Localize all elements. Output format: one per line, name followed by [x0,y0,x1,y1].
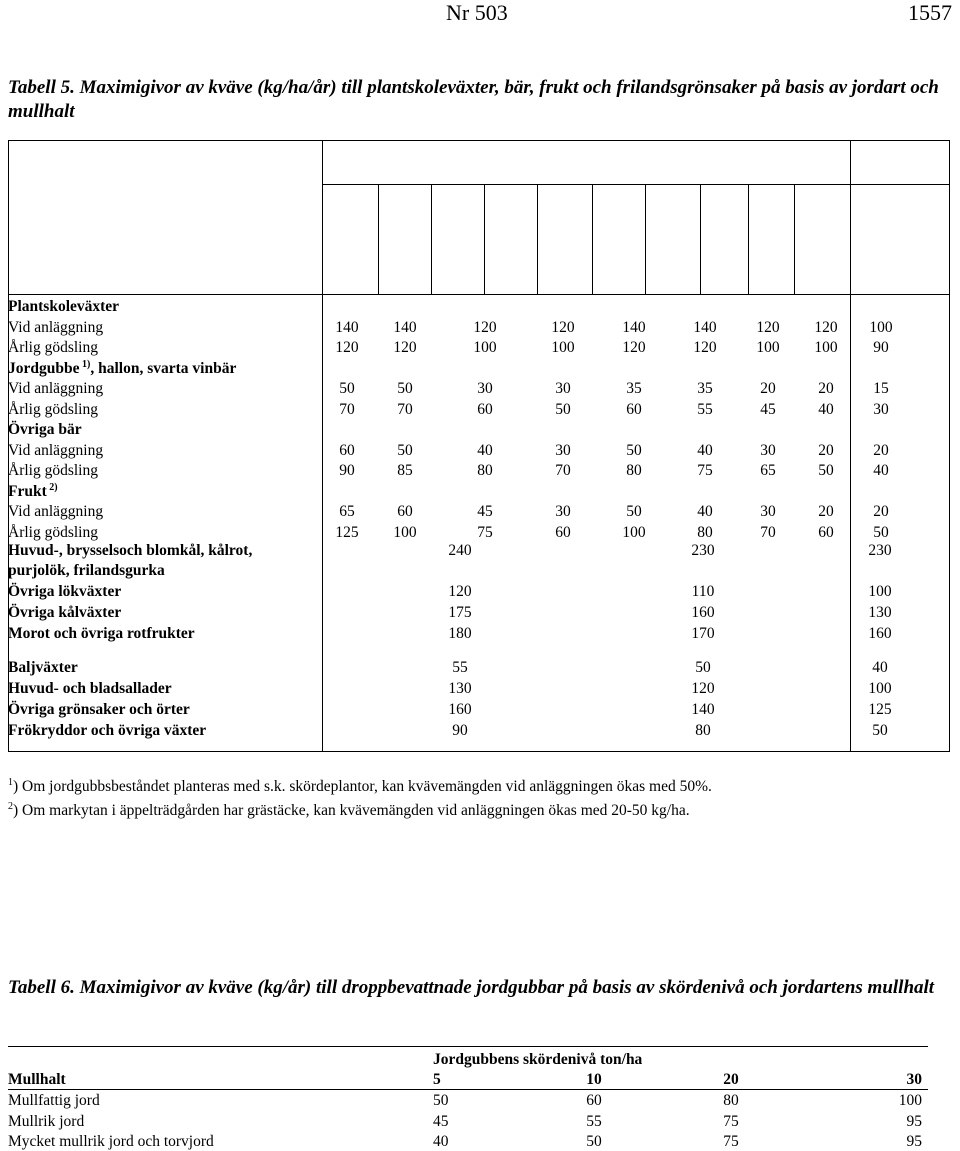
header-divider [322,184,950,185]
cell-value: 120 [393,339,417,356]
cell-value: 120 [335,339,359,356]
cell-value: 100 [551,339,575,356]
cell-value: 90 [873,339,889,356]
column-separator [592,184,593,295]
footnote-text: ) Om markytan i äppelträdgården har grästäcke, kan kvävemängden vid anläggningen ökas med 20-50 kg/ha. [13,802,690,819]
table6-row-label: Mullfattig jord [8,1092,100,1109]
veg-label-text: Huvud-, brysselsoch blomkål, kålrot, [8,542,253,559]
cell-value: 30 [555,380,571,397]
cell-value: 50 [397,441,413,459]
cell-value: 100 [868,680,892,697]
veg-row-label [8,680,172,698]
column-separator [748,184,749,295]
row-label: Årlig gödsling [8,523,98,541]
cell-value: 80 [626,462,642,479]
cell-value: 40 [818,400,834,418]
cell-value: 50 [872,722,888,739]
table6-top-line [8,1046,928,1047]
level-header: 5 [433,1071,441,1088]
cell-value: 20 [818,503,834,520]
cell-value: 40 [872,659,888,676]
cell-value: 75 [697,462,713,479]
cell-value: 125 [335,523,359,541]
cell-value: 55 [452,659,468,676]
cell-value: 55 [697,400,713,418]
section-title [8,298,119,316]
cell-value: 35 [626,380,642,397]
cell-value: 100 [473,339,497,356]
veg-label-text: Frökryddor och övriga växter [8,722,207,739]
cell-value: 60 [626,400,642,418]
table-border-top [8,140,950,141]
cell-value: 170 [691,625,715,642]
section-name: Plantskoleväxter [8,298,120,315]
cell-value: 100 [622,523,646,541]
cell-value: 60 [397,503,413,520]
footnote-text: ) Om jordgubbsbeståndet planteras med s.k. skördeplantor, kan kvävemängden vid anläggningen ökas med 50%. [13,778,712,795]
row-label: Vid anläggning [8,380,104,397]
cell-value: 60 [555,523,571,541]
section-title [8,483,58,501]
cell-value: 160 [448,701,472,718]
cell-value: 50 [818,462,834,479]
table6-row-label: Mycket mullrik jord och torvjord [8,1133,214,1150]
cell-value: 75 [477,523,493,541]
footnote-ref: 2) [46,481,58,493]
cell-value: 100 [898,1092,922,1109]
column-separator [850,140,851,752]
cell-value: 80 [695,722,711,739]
row-label: Vid anläggning [8,441,104,459]
table-border-right [949,140,950,752]
cell-value: 100 [814,339,838,356]
cell-value: 20 [760,380,776,397]
cell-value: 60 [477,400,493,418]
veg-row-label [8,604,121,622]
cell-value: 50 [873,523,889,541]
cell-value: 75 [723,1133,739,1150]
cell-value: 40 [697,441,713,459]
veg-label-text: Morot och övriga rotfrukter [8,625,195,642]
cell-value: 70 [397,400,413,418]
column-separator [431,184,432,295]
cell-value: 140 [622,318,646,336]
cell-value: 80 [723,1092,739,1109]
cell-value: 70 [555,462,571,479]
cell-value: 40 [873,462,889,479]
row-label: Vid anläggning [8,503,104,520]
cell-value: 30 [555,441,571,459]
veg-row-label [8,722,206,740]
cell-value: 45 [477,503,493,520]
cell-value: 50 [433,1092,449,1109]
cell-value: 30 [555,503,571,520]
section-title [8,360,236,378]
section-name: Frukt [8,482,47,500]
cell-value: 20 [818,380,834,397]
cell-value: 240 [448,542,472,559]
column-separator [794,184,795,295]
veg-label-text: Baljväxter [8,659,78,676]
cell-value: 230 [868,542,892,559]
cell-value: 230 [691,542,715,559]
veg-label-text: Huvud- och bladsallader [8,680,172,697]
table-border-bottom [8,751,950,752]
cell-value: 50 [626,503,642,520]
row-label: Årlig gödsling [8,400,98,418]
cell-value: 110 [691,583,715,600]
cell-value: 90 [452,722,468,739]
cell-value: 40 [433,1133,449,1150]
cell-value: 20 [818,441,834,459]
column-separator [484,184,485,295]
level-header: 30 [906,1071,922,1088]
cell-value: 30 [873,400,889,418]
column-separator [378,184,379,295]
table6-row-label: Mullrik jord [8,1112,85,1130]
table6-title: Tabell 6. Maximigivor av kväve (kg/år) till droppbevattnade jordgubbar på basis av skördenivå och jordartens mullhalt [8,977,935,998]
cell-value: 20 [873,503,889,520]
cell-value: 80 [697,523,713,541]
cell-value: 85 [397,462,413,479]
veg-row-label [8,583,121,601]
veg-row-label [8,659,78,677]
row-label: Vid anläggning [8,318,104,336]
cell-value: 50 [555,400,571,418]
cell-value: 120 [551,318,575,336]
cell-value: 30 [760,441,776,459]
row-label: Årlig gödsling [8,462,98,479]
cell-value: 120 [814,318,838,336]
section-name: Jordgubbe [8,359,80,377]
cell-value: 100 [868,583,892,600]
cell-value: 50 [695,659,711,676]
cell-value: 100 [869,318,893,336]
cell-value: 130 [868,604,892,621]
table6-header-line [8,1089,928,1090]
cell-value: 120 [473,318,497,336]
cell-value: 160 [691,604,715,621]
cell-value: 120 [756,318,780,336]
cell-value: 95 [906,1112,922,1130]
cell-value: 50 [626,441,642,459]
cell-value: 100 [756,339,780,356]
cell-value: 95 [906,1133,922,1150]
footnote-mark: 1 [8,776,13,788]
veg-row-label [8,701,190,719]
cell-value: 50 [339,380,355,397]
page-number-label: Nr 503 [446,0,508,25]
cell-value: 65 [339,503,355,520]
cell-value: 130 [448,680,472,697]
cell-value: 50 [586,1133,602,1150]
cell-value: 70 [760,523,776,541]
cell-value: 175 [448,604,472,621]
veg-row-label [8,542,252,560]
column-separator [322,140,323,752]
page-number: 1557 [908,0,952,25]
table5-title: Tabell 5. Maximigivor av kväve (kg/ha/år) till plantskoleväxter, bär, frukt och frilandsgrönsaker på basis av jordart och mullhalt [8,77,939,122]
footnote-2 [8,802,690,820]
cell-value: 160 [868,625,892,642]
cell-value: 30 [477,380,493,397]
veg-label-text: Övriga grönsaker och örter [8,701,190,718]
cell-value: 15 [873,380,889,397]
cell-value: 40 [477,441,493,459]
cell-value: 90 [339,462,355,479]
section-name-suffix: , hallon, svarta vinbär [90,359,237,377]
cell-value: 140 [335,318,359,336]
veg-row-label-2: purjolök, frilandsgurka [8,562,165,579]
section-title [8,421,82,439]
cell-value: 70 [339,400,355,418]
level-header: 20 [723,1071,739,1088]
veg-row-label [8,625,195,643]
level-header: 10 [586,1071,602,1088]
cell-value: 65 [760,462,776,479]
table6-row-header: Mullhalt [8,1071,66,1088]
cell-value: 140 [693,318,717,336]
cell-value: 120 [691,680,715,697]
cell-value: 60 [586,1092,602,1109]
cell-value: 100 [393,523,417,541]
footnote-ref: 1) [79,358,91,370]
column-separator [537,184,538,295]
veg-label-text: Övriga kålväxter [8,604,122,621]
cell-value: 35 [697,380,713,397]
table6-group-header: Jordgubbens skördenivå ton/ha [433,1051,643,1068]
column-separator [645,184,646,295]
header-bottom-line [8,294,950,295]
footnote-mark: 2 [8,800,13,812]
cell-value: 45 [433,1112,449,1130]
cell-value: 30 [760,503,776,520]
cell-value: 55 [586,1112,602,1130]
cell-value: 75 [723,1112,739,1130]
cell-value: 120 [448,583,472,600]
cell-value: 60 [818,523,834,541]
cell-value: 120 [622,339,646,356]
veg-label-text: Övriga lökväxter [8,583,122,600]
cell-value: 80 [477,462,493,479]
cell-value: 125 [868,701,892,718]
cell-value: 120 [693,339,717,356]
cell-value: 50 [397,380,413,397]
column-separator [700,184,701,295]
cell-value: 40 [697,503,713,520]
cell-value: 20 [873,441,889,459]
cell-value: 140 [393,318,417,336]
cell-value: 180 [448,625,472,642]
row-label: Årlig gödsling [8,339,98,356]
cell-value: 60 [339,441,355,459]
cell-value: 45 [760,400,776,418]
section-name: Övriga bär [8,421,82,438]
cell-value: 140 [691,701,715,718]
footnote-1 [8,778,712,796]
